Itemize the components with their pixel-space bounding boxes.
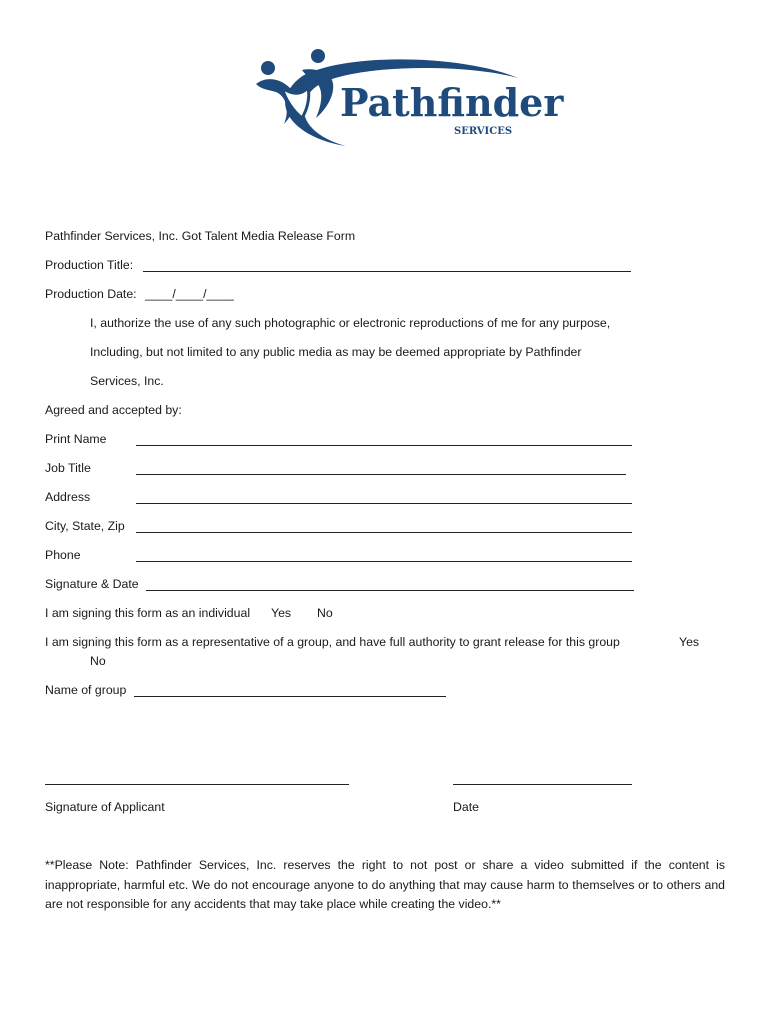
form-title: Pathfinder Services, Inc. Got Talent Media Release Form [45,229,356,243]
job-title-label: Job Title [45,461,91,475]
print-name-label: Print Name [45,432,107,446]
city-state-zip-field[interactable] [136,532,632,533]
group-name-label: Name of group [45,683,127,697]
individual-yes-option[interactable]: Yes [271,606,292,620]
signature-date-field[interactable] [146,590,634,591]
group-no-option[interactable]: No [90,654,106,668]
address-field[interactable] [136,503,632,504]
address-label: Address [45,490,91,504]
print-name-field[interactable] [136,445,632,446]
signature-of-applicant-label: Signature of Applicant [45,800,165,814]
production-title-field[interactable] [143,271,631,272]
group-name-field[interactable] [134,696,446,697]
phone-label: Phone [45,548,81,562]
logo-figure-head-icon [261,61,275,75]
date-label: Date [453,800,479,814]
authorization-line-2: Including, but not limited to any public media as may be deemed appropriate by Pathfinder [90,345,582,359]
job-title-field[interactable] [136,474,626,475]
production-date-field[interactable]: ____/____/____ [145,287,234,301]
pathfinder-logo [246,44,564,162]
individual-no-option[interactable]: No [317,606,333,620]
individual-statement: I am signing this form as an individual [45,606,251,620]
signature-date-label: Signature & Date [45,577,139,591]
agreed-label: Agreed and accepted by: [45,403,182,417]
city-state-zip-label: City, State, Zip [45,519,125,533]
group-yes-option[interactable]: Yes [679,635,700,649]
production-date-label: Production Date: [45,287,137,301]
authorization-line-3: Services, Inc. [90,374,164,388]
logo-brand-name: Pathfinder [340,80,564,125]
please-note-paragraph: **Please Note: Pathfinder Services, Inc. reserves the right to not post or share a video submitted if the content is inappropriate, harmful etc. We do not encourage anyone to do anything that may cause harm to themselves or to others and are not responsible for any accidents that may take place while creating the video.** [45,858,725,911]
logo-brand-sub: SERVICES [454,126,513,137]
phone-field[interactable] [136,561,632,562]
authorization-line-1: I, authorize the use of any such photographic or electronic reproductions of me for any purpose, [90,316,611,330]
logo-figure-head-icon [311,49,325,63]
applicant-signature-line[interactable] [45,784,349,785]
production-title-label: Production Title: [45,258,134,272]
group-statement: I am signing this form as a representative of a group, and have full authority to grant release for this group [45,635,620,649]
date-signature-line[interactable] [453,784,632,785]
